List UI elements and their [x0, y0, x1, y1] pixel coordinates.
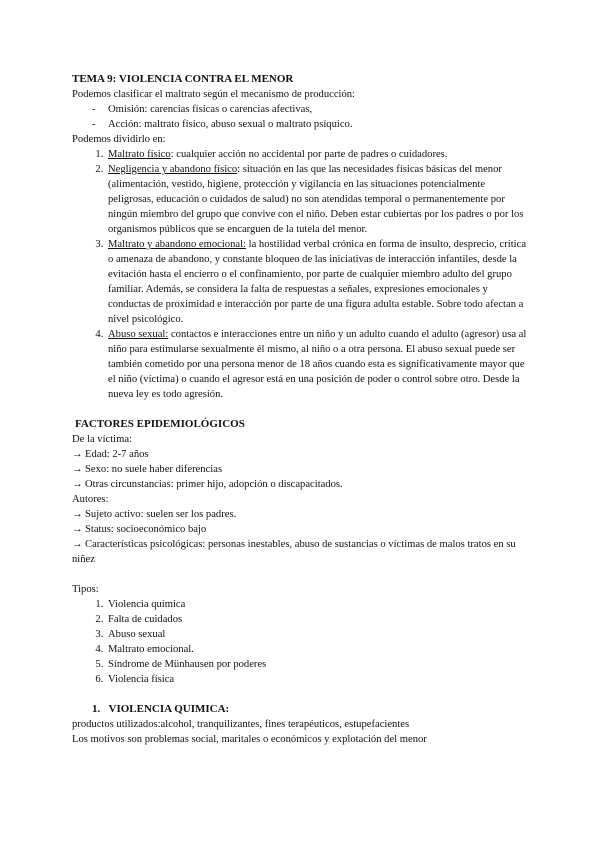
arrow-icon: → [72, 509, 83, 520]
arrow-icon: → [72, 449, 83, 460]
maltrato-type-item [106, 162, 532, 237]
document-title: TEMA 9: VIOLENCIA CONTRA EL MENOR [72, 73, 294, 85]
section-line: productos utilizados:alcohol, tranquilizantes, fines terapéuticos, estupefacientes [72, 719, 410, 730]
section-title: VIOLENCIA QUIMICA: [108, 703, 230, 715]
autor-item: → Características psicológicas: personas inestables, abuso de sustancias o víctimas de malos tratos en su niñez [72, 539, 516, 565]
mechanism-item: - Omisión: carencias físicas o carencias afectivas, [92, 102, 532, 117]
arrow-icon: → [72, 524, 83, 535]
maltrato-type-item [106, 327, 532, 402]
autores-label: Autores: [72, 494, 109, 505]
arrow-icon: → [72, 539, 83, 550]
tipo-item: 6. Violencia física [106, 672, 532, 687]
arrow-icon: → [72, 464, 83, 475]
arrow-icon: → [72, 479, 83, 490]
autor-item: → Sujeto activo: suelen ser los padres. [72, 509, 237, 520]
maltrato-type-term: Maltrato físico [108, 149, 171, 160]
tipos-list [72, 597, 532, 687]
maltrato-type-text: : cualquier acción no accidental por parte de padres o cuidadores. [170, 149, 448, 160]
intro-text: Podemos clasificar el maltrato según el mecanismo de producción: [72, 89, 356, 100]
spacer [72, 402, 532, 417]
victima-item: → Otras circunstancias: primer hijo, adopción o discapacitados. [72, 479, 343, 490]
spacer [72, 687, 532, 702]
victima-label: De la víctima: [72, 434, 133, 445]
maltrato-type-term: Abuso sexual: [108, 329, 169, 340]
section-number: 1. [92, 703, 101, 715]
factores-heading: FACTORES EPIDEMIOLÓGICOS [75, 418, 245, 430]
divide-intro: Podemos dividirlo en: [72, 134, 166, 145]
tipo-item: 3. Abuso sexual [106, 627, 532, 642]
tipo-item: 5. Síndrome de Münhausen por poderes [106, 657, 532, 672]
maltrato-type-text: : situación en las que las necesidades físicas básicas del menor (alimentación, vestido, higiene, protección y vigilancia en las situaciones potencialmente peligrosas, educación o cuidados de salud) no son atendidas temporal o permanentemente por ningún miembro del grupo que convive con el niño. Deben estar cubiertas por los padres o por los organismos públicos que se encarguen de la tutela del menor. [108, 164, 524, 235]
document-page [72, 72, 532, 747]
maltrato-type-item [106, 237, 532, 327]
mechanism-item: - Acción: maltrato físico, abuso sexual o maltrato psíquico. [92, 117, 532, 132]
tipo-item: 2. Falta de cuidados [106, 612, 532, 627]
section-line: Los motivos son problemas social, maritales o económicos y explotación del menor [72, 734, 427, 745]
maltrato-type-text: contactos e interacciones entre un niño y un adulto cuando el adulto (agresor) usa al niño para estimularse sexualmente él mismo, al niño o a otra persona. El abuso sexual puede ser también cometido por una persona menor de 18 años cuando esta es significativamente mayor que el niño (víctima) o cuando el agresor está en una posición de poder o control sobre otro. Desde la nueva ley es todo agresión. [108, 329, 527, 400]
section-heading [92, 702, 532, 717]
maltrato-types-list [72, 147, 532, 402]
maltrato-type-term: Negligencia y abandono físico [108, 164, 238, 175]
autor-item: → Status: socioeconómico bajo [72, 524, 207, 535]
spacer [72, 567, 532, 582]
mechanism-list [72, 102, 532, 132]
maltrato-type-item [106, 147, 532, 162]
maltrato-type-text: la hostilidad verbal crónica en forma de insulto, desprecio, crítica o amenaza de abandono, y constante bloqueo de las iniciativas de interacción infantiles, desde la evitación hasta el encierro o el confinamiento, por parte de cualquier miembro adulto del grupo familiar. Además, se considera la falta de respuestas a señales, expresiones emocionales y conductas de proximidad e interacción por parte de una figura adulta estable. Sobre todo afectan a nivel psicológico. [108, 239, 527, 325]
maltrato-type-term: Maltrato y abandono emocional: [108, 239, 246, 250]
tipos-label: Tipos: [72, 584, 99, 595]
victima-item: → Sexo: no suele haber diferencias [72, 464, 223, 475]
tipo-item: 4. Maltrato emocional. [106, 642, 532, 657]
victima-item: → Edad: 2-7 años [72, 449, 149, 460]
tipo-item: 1. Violencia química [106, 597, 532, 612]
